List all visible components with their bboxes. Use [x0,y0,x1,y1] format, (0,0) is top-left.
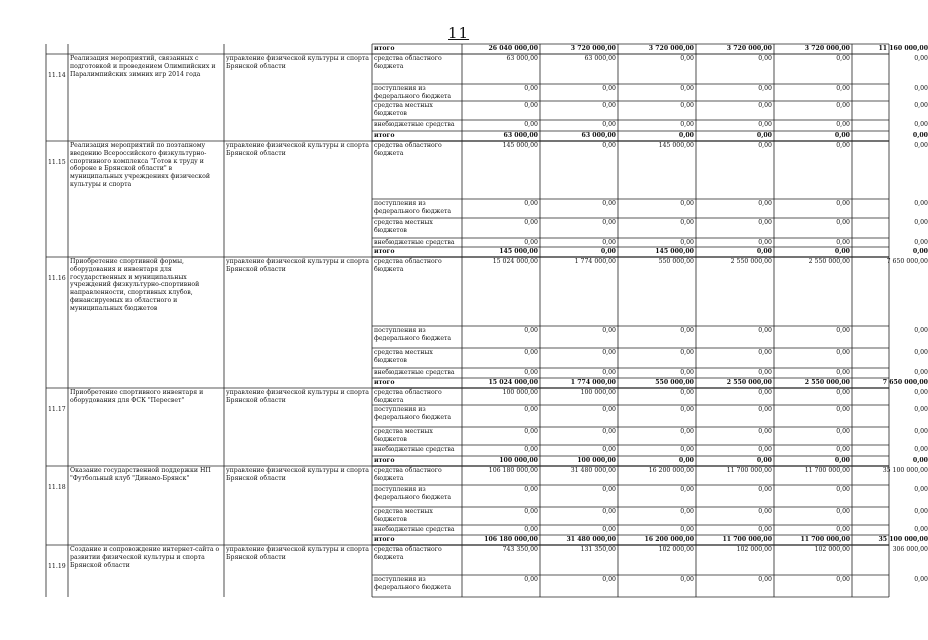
source-value: 0,00 [836,121,850,128]
source-value: 0,00 [836,239,850,246]
source-label: средства областного бюджета [374,546,444,561]
source-value: 0,00 [602,526,616,533]
total-label: итого [374,457,395,464]
total-value: 0,00 [834,457,850,464]
total-value: 26 040 000,00 [488,45,538,52]
source-value: 0,00 [524,486,538,493]
source-value: 0,00 [524,219,538,226]
item-number: 11.17 [48,406,66,413]
source-value: 0,00 [602,239,616,246]
source-label: средства областного бюджета [374,467,444,482]
total-label: итого [374,248,395,255]
source-label: средства местных бюджетов [374,349,435,364]
source-value: 0,00 [524,508,538,515]
source-value: 550 000,00 [658,258,694,265]
source-value: 0,00 [758,526,772,533]
source-label: внебюджетные средства [374,526,455,533]
source-value: 0,00 [914,219,928,226]
source-label: внебюджетные средства [374,446,455,453]
source-value: 63 000,00 [584,55,616,62]
source-value: 0,00 [524,102,538,109]
source-value: 0,00 [680,406,694,413]
item-executor: управление физической культуры и спорта Брянской области [226,55,371,70]
item-title: Оказание государственной поддержки НП "Футбольный клуб "Динамо-Брянск" [70,467,213,482]
source-value: 0,00 [680,508,694,515]
source-value: 106 180 000,00 [488,467,538,474]
source-label: поступления из федерального бюджета [374,576,452,591]
total-value: 0,00 [912,132,928,139]
source-value: 0,00 [524,121,538,128]
source-value: 0,00 [836,508,850,515]
source-value: 0,00 [836,369,850,376]
source-value: 0,00 [602,121,616,128]
source-value: 0,00 [602,85,616,92]
source-value: 0,00 [914,349,928,356]
source-value: 0,00 [524,446,538,453]
total-value: 145 000,00 [655,248,694,255]
source-value: 0,00 [602,349,616,356]
total-value: 0,00 [678,132,694,139]
source-value: 1 774 000,00 [574,258,616,265]
source-value: 0,00 [680,446,694,453]
source-value: 0,00 [680,219,694,226]
source-value: 0,00 [914,526,928,533]
source-value: 0,00 [914,239,928,246]
source-value: 0,00 [680,428,694,435]
source-value: 0,00 [914,576,928,583]
source-value: 0,00 [836,55,850,62]
total-value: 0,00 [912,248,928,255]
source-label: средства областного бюджета [374,389,444,404]
source-value: 0,00 [914,486,928,493]
source-value: 0,00 [758,219,772,226]
source-value: 31 480 000,00 [570,467,616,474]
source-value: 0,00 [914,428,928,435]
total-value: 0,00 [756,248,772,255]
source-value: 0,00 [914,142,928,149]
source-value: 0,00 [836,428,850,435]
source-value: 145 000,00 [658,142,694,149]
source-value: 0,00 [836,389,850,396]
source-value: 0,00 [524,200,538,207]
source-value: 2 550 000,00 [808,258,850,265]
total-value: 16 200 000,00 [644,536,694,543]
total-value: 0,00 [834,132,850,139]
source-value: 0,00 [524,327,538,334]
total-value: 3 720 000,00 [804,45,850,52]
source-value: 0,00 [836,446,850,453]
source-value: 0,00 [758,327,772,334]
source-value: 0,00 [680,349,694,356]
total-value: 0,00 [678,457,694,464]
source-value: 0,00 [758,85,772,92]
source-value: 0,00 [602,508,616,515]
source-label: средства областного бюджета [374,142,444,157]
item-number: 11.16 [48,275,66,282]
source-value: 0,00 [758,428,772,435]
source-value: 0,00 [680,576,694,583]
total-label: итого [374,379,395,386]
source-value: 0,00 [836,406,850,413]
source-value: 0,00 [680,85,694,92]
item-executor: управление физической культуры и спорта Брянской области [226,389,371,404]
source-value: 0,00 [836,85,850,92]
total-value: 2 550 000,00 [726,379,772,386]
total-value: 0,00 [756,457,772,464]
source-label: поступления из федерального бюджета [374,200,452,215]
source-label: поступления из федерального бюджета [374,406,452,421]
source-value: 0,00 [758,446,772,453]
source-value: 0,00 [758,102,772,109]
item-number: 11.18 [48,484,66,491]
source-value: 0,00 [758,369,772,376]
source-value: 102 000,00 [658,546,694,553]
total-value: 11 700 000,00 [800,536,850,543]
source-value: 0,00 [758,406,772,413]
total-value: 0,00 [834,248,850,255]
source-value: 0,00 [758,55,772,62]
source-value: 0,00 [914,508,928,515]
source-value: 15 024 000,00 [492,258,538,265]
source-value: 0,00 [914,327,928,334]
total-value: 63 000,00 [581,132,616,139]
source-value: 63 000,00 [506,55,538,62]
total-value: 7 650 000,00 [882,379,928,386]
source-value: 0,00 [680,526,694,533]
source-label: внебюджетные средства [374,369,455,376]
source-value: 0,00 [914,446,928,453]
source-value: 0,00 [836,200,850,207]
total-value: 550 000,00 [655,379,694,386]
total-value: 15 024 000,00 [488,379,538,386]
source-value: 0,00 [680,200,694,207]
source-label: внебюджетные средства [374,239,455,246]
source-value: 100 000,00 [580,389,616,396]
source-value: 0,00 [602,369,616,376]
source-label: средства местных бюджетов [374,102,435,117]
source-value: 0,00 [680,102,694,109]
item-title: Создание и сопровождение интернет-сайта о развитии физической культуры и спорта Брянской области [70,546,222,569]
total-value: 0,00 [756,132,772,139]
total-label: итого [374,132,395,139]
source-label: поступления из федерального бюджета [374,85,452,100]
source-value: 11 700 000,00 [726,467,772,474]
item-title: Реализация мероприятий, связанных с подготовкой и проведением Олимпийских и Паралимпийских зимних игр 2014 года [70,55,218,78]
source-value: 0,00 [758,508,772,515]
item-title: Приобретение спортивного инвентаря и оборудования для ФСК "Пересвет" [70,389,206,404]
source-value: 0,00 [680,389,694,396]
item-number: 11.14 [48,72,66,79]
source-value: 0,00 [914,200,928,207]
item-executor: управление физической культуры и спорта Брянской области [226,142,371,157]
source-value: 0,00 [914,406,928,413]
source-value: 0,00 [602,327,616,334]
source-value: 0,00 [836,219,850,226]
source-value: 0,00 [524,239,538,246]
source-value: 0,00 [602,428,616,435]
source-value: 0,00 [836,576,850,583]
total-value: 2 550 000,00 [804,379,850,386]
total-label: итого [374,45,395,52]
source-label: внебюджетные средства [374,121,455,128]
source-value: 0,00 [524,406,538,413]
source-value: 0,00 [914,121,928,128]
total-value: 0,00 [912,457,928,464]
source-value: 0,00 [758,200,772,207]
source-value: 0,00 [758,576,772,583]
source-value: 0,00 [836,327,850,334]
source-label: средства областного бюджета [374,258,444,273]
total-value: 11 700 000,00 [722,536,772,543]
source-value: 7 650 000,00 [886,258,928,265]
item-executor: управление физической культуры и спорта Брянской области [226,546,371,561]
source-value: 0,00 [680,369,694,376]
source-value: 0,00 [914,102,928,109]
source-value: 743 350,00 [502,546,538,553]
total-value: 100 000,00 [577,457,616,464]
source-label: средства местных бюджетов [374,219,435,234]
total-value: 31 480 000,00 [566,536,616,543]
source-value: 35 100 000,00 [882,467,928,474]
source-value: 0,00 [914,85,928,92]
source-value: 102 000,00 [814,546,850,553]
source-value: 0,00 [836,142,850,149]
source-value: 0,00 [836,349,850,356]
source-value: 0,00 [602,219,616,226]
total-value: 100 000,00 [499,457,538,464]
total-label: итого [374,536,395,543]
total-value: 145 000,00 [499,248,538,255]
source-value: 0,00 [758,121,772,128]
source-value: 0,00 [524,576,538,583]
source-value: 2 550 000,00 [730,258,772,265]
item-executor: управление физической культуры и спорта Брянской области [226,258,371,273]
source-value: 145 000,00 [502,142,538,149]
source-value: 0,00 [680,121,694,128]
item-title: Приобретение спортивной формы, оборудования и инвентаря для государственных и муниципальных учреждений физкультурно-спортивной направленности, спортивных клубов, финансируемых из областного и муниципальных бюджетов [70,258,202,312]
source-value: 0,00 [680,55,694,62]
total-value: 11 160 000,00 [878,45,928,52]
source-value: 0,00 [758,389,772,396]
source-value: 0,00 [758,239,772,246]
source-label: средства местных бюджетов [374,508,435,523]
item-title: Реализация мероприятий по поэтапному введению Всероссийского физкультурно-спортивного комплекса "Готов к труду и обороне в Брянской области" в муниципальных учреждениях физической культуры и спорта [70,142,212,188]
source-value: 131 350,00 [580,546,616,553]
source-value: 0,00 [602,446,616,453]
source-value: 0,00 [524,428,538,435]
source-value: 0,00 [758,142,772,149]
source-value: 0,00 [524,369,538,376]
source-label: средства местных бюджетов [374,428,435,443]
source-value: 0,00 [602,102,616,109]
item-executor: управление физической культуры и спорта Брянской области [226,467,371,482]
source-value: 0,00 [680,327,694,334]
source-value: 0,00 [680,486,694,493]
source-value: 0,00 [524,526,538,533]
total-value: 3 720 000,00 [648,45,694,52]
source-value: 0,00 [602,576,616,583]
source-value: 0,00 [680,239,694,246]
total-value: 63 000,00 [503,132,538,139]
total-value: 1 774 000,00 [570,379,616,386]
source-value: 0,00 [602,142,616,149]
source-value: 16 200 000,00 [648,467,694,474]
source-value: 0,00 [914,55,928,62]
total-value: 0,00 [600,248,616,255]
total-value: 3 720 000,00 [570,45,616,52]
source-label: поступления из федерального бюджета [374,327,452,342]
source-value: 102 000,00 [736,546,772,553]
total-value: 106 180 000,00 [484,536,538,543]
source-value: 100 000,00 [502,389,538,396]
source-value: 0,00 [602,486,616,493]
total-value: 35 100 000,00 [878,536,928,543]
source-label: средства областного бюджета [374,55,444,70]
source-value: 0,00 [914,369,928,376]
source-value: 0,00 [524,349,538,356]
source-value: 0,00 [758,486,772,493]
item-number: 11.19 [48,563,66,570]
source-value: 0,00 [758,349,772,356]
source-value: 0,00 [836,102,850,109]
source-value: 11 700 000,00 [804,467,850,474]
source-value: 0,00 [914,389,928,396]
source-value: 0,00 [602,200,616,207]
source-value: 0,00 [836,486,850,493]
source-label: поступления из федерального бюджета [374,486,452,501]
item-number: 11.15 [48,159,66,166]
source-value: 0,00 [524,85,538,92]
page-number: 11 [448,24,470,42]
total-value: 3 720 000,00 [726,45,772,52]
source-value: 306 000,00 [892,546,928,553]
source-value: 0,00 [836,526,850,533]
source-value: 0,00 [602,406,616,413]
